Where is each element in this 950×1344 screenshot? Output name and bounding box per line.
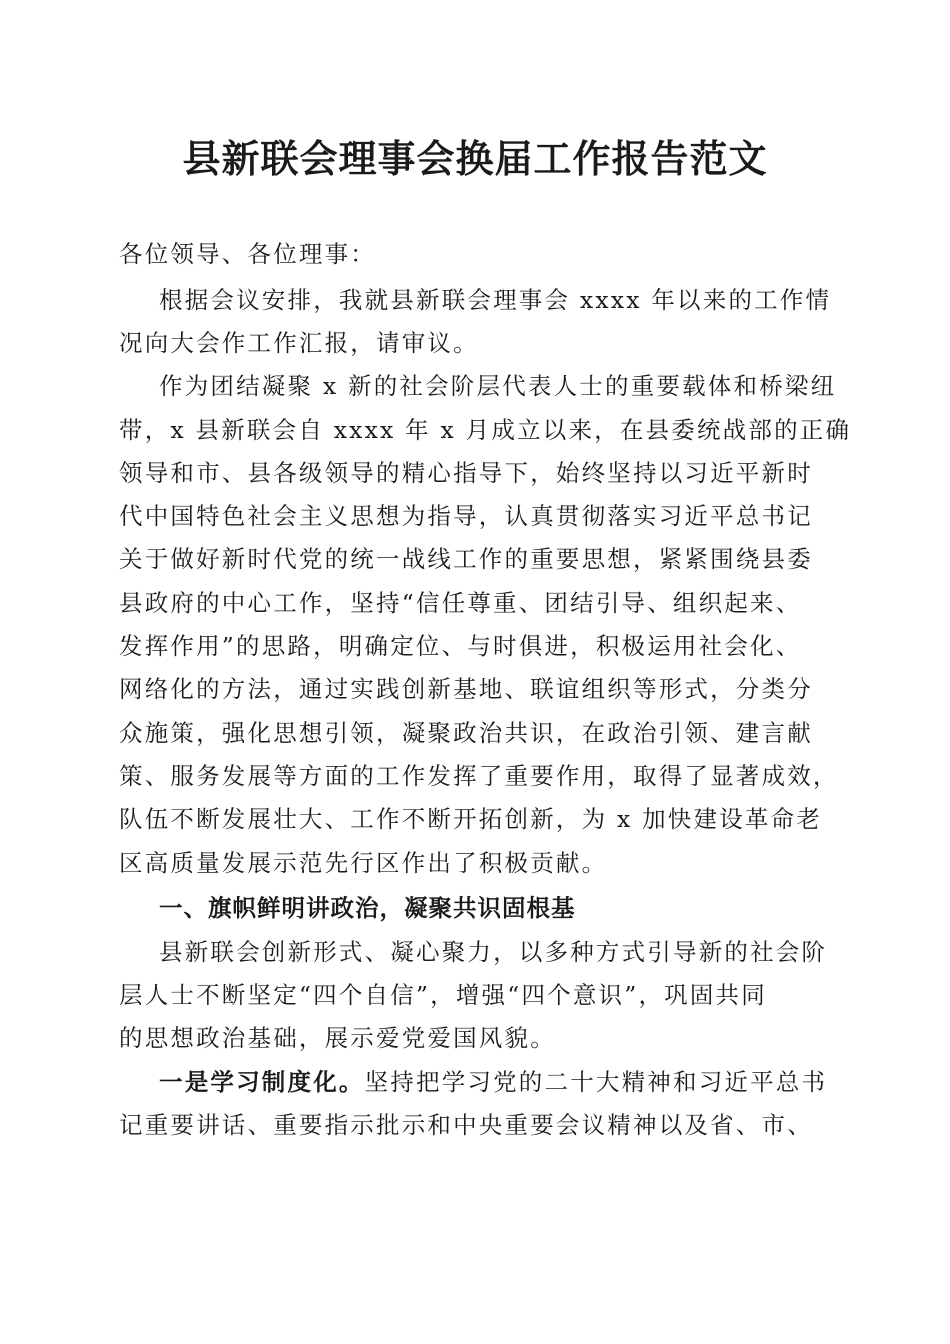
point-text: 坚持把学习党的二十大精神和习近平总书: [364, 1068, 828, 1096]
paragraph-line: 作为团结凝聚 x 新的社会阶层代表人士的重要载体和桥梁纽: [159, 372, 837, 400]
point-lead: 一是学习制度化。: [159, 1068, 365, 1096]
salutation: 各位领导、各位理事：: [119, 240, 376, 268]
paragraph-line: 况向大会作工作汇报，请审议。: [119, 329, 479, 357]
paragraph-line: 队伍不断发展壮大、工作不断开拓创新，为 x 加快建设革命老: [119, 805, 822, 833]
paragraph-line: 网络化的方法，通过实践创新基地、联谊组织等形式，分类分: [119, 675, 813, 703]
paragraph-line: 发挥作用”的思路，明确定位、与时俱进，积极运用社会化、: [119, 632, 802, 660]
paragraph-line: 记重要讲话、重要指示批示和中央重要会议精神以及省、市、: [119, 1111, 813, 1139]
section-heading: 一、旗帜鲜明讲政治，凝聚共识固根基: [159, 894, 576, 922]
paragraph-line: 领导和市、县各级领导的精心指导下，始终坚持以习近平新时: [119, 459, 813, 487]
paragraph-line: 县新联会创新形式、凝心聚力，以多种方式引导新的社会阶: [159, 938, 828, 966]
paragraph-line: 区高质量发展示范先行区作出了积极贡献。: [119, 849, 608, 877]
document-title: 县新联会理事会换届工作报告范文: [182, 136, 768, 181]
paragraph-line: 层人士不断坚定“四个自信”，增强“四个意识”，巩固共同: [119, 981, 767, 1009]
paragraph-line: 代中国特色社会主义思想为指导，认真贯彻落实习近平总书记: [119, 502, 813, 530]
paragraph-line: 的思想政治基础，展示爱党爱国风貌。: [119, 1024, 556, 1052]
paragraph-line: 关于做好新时代党的统一战线工作的重要思想，紧紧围绕县委: [119, 545, 813, 573]
paragraph-line: 根据会议安排，我就县新联会理事会 xxxx 年以来的工作情: [159, 286, 832, 314]
paragraph-line: [159, 1066, 839, 1098]
paragraph-line: 策、服务发展等方面的工作发挥了重要作用，取得了显著成效，: [119, 762, 839, 790]
paragraph-line: 县政府的中心工作，坚持“信任尊重、团结引导、组织起来、: [119, 589, 802, 617]
paragraph-line: 众施策，强化思想引领，凝聚政治共识，在政治引领、建言献: [119, 719, 813, 747]
paragraph-line: 带，x 县新联会自 xxxx 年 x 月成立以来，在县委统战部的正确: [119, 416, 852, 444]
